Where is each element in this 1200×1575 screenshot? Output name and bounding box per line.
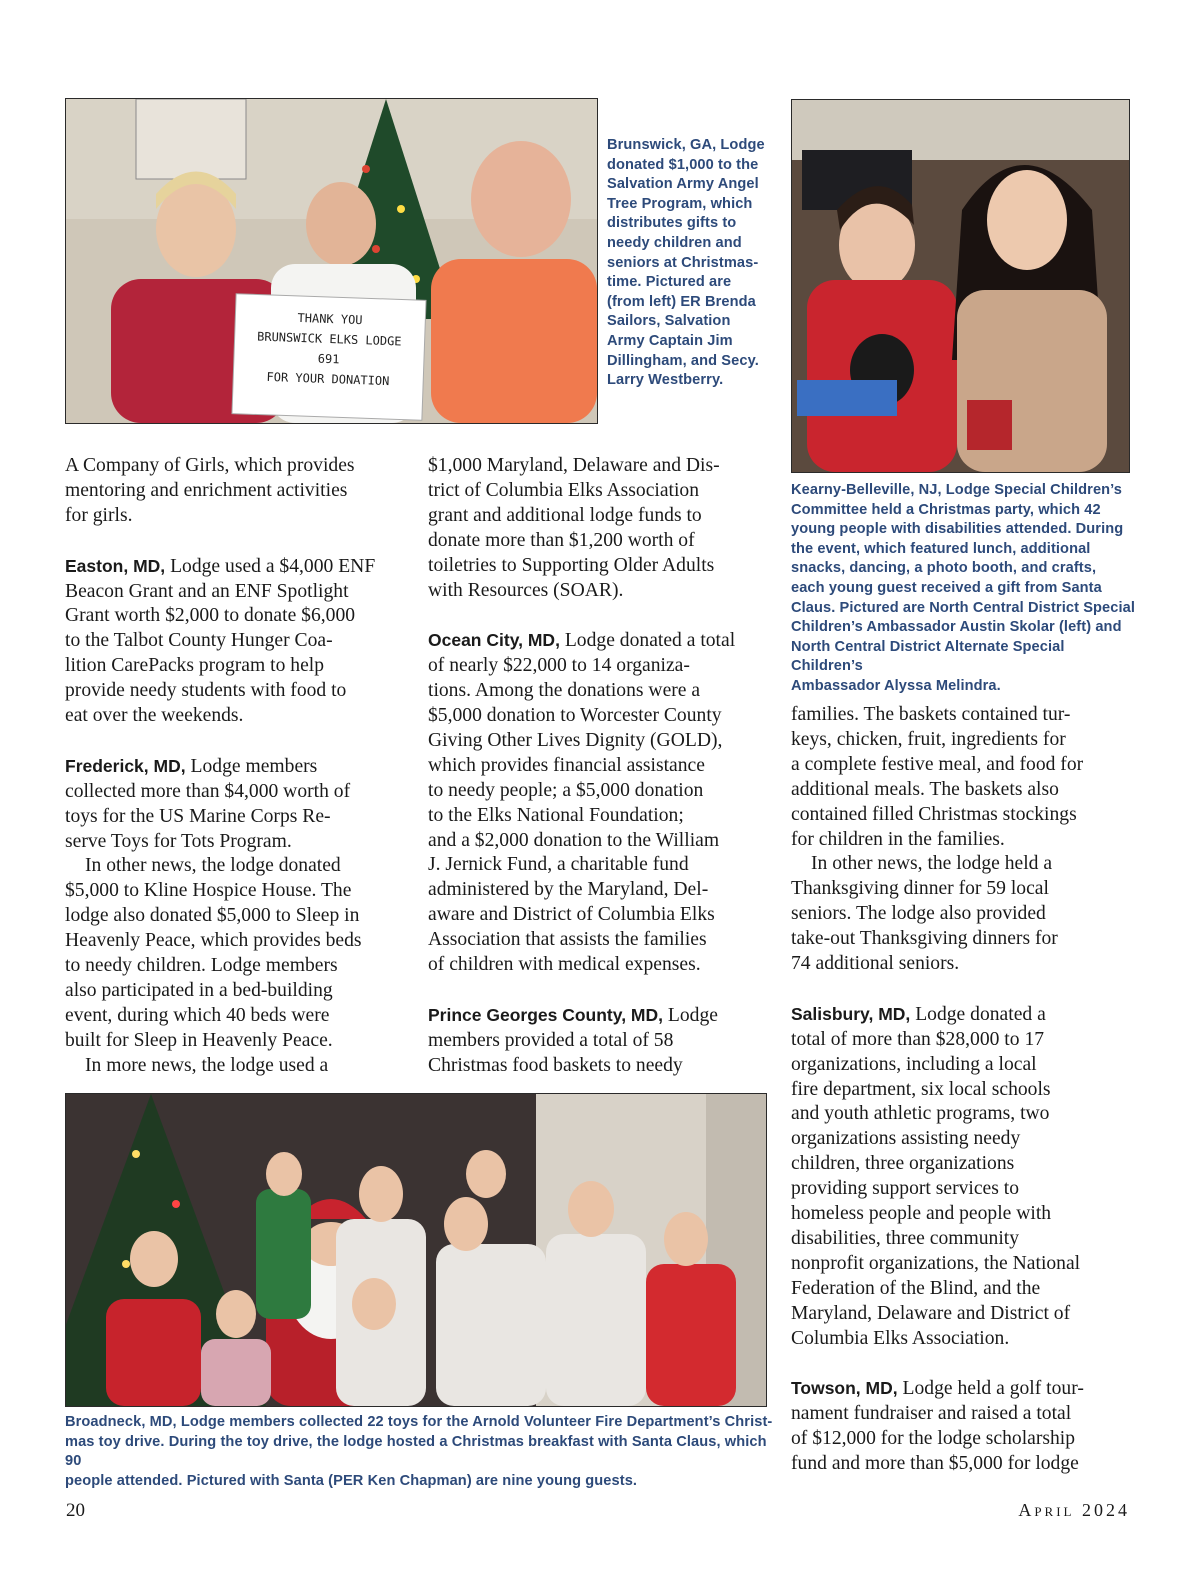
paragraph: In other news, the lodge donated $5,000 to Kline Hospice House. The lodge also donated $5,000 to Sleep in Heavenly Peace, which provides beds to needy children. Lodge members also participated in a bed-building event, during which 40 beds were built for Sleep in Heavenly Peace. xyxy=(65,855,362,1051)
issue-date: April 2024 xyxy=(1018,1500,1130,1520)
sign-line: THANK YOU xyxy=(297,310,363,328)
paragraph-prince-georges: Prince Georges County, MD, Lodge members provided a total of 58 Christmas food baskets to needy xyxy=(428,1004,718,1076)
article-column-1 xyxy=(65,454,415,1079)
paragraph-salisbury: Salisbury, MD, Lodge donated a total of more than $28,000 to 17 organizations, including a local fire department, six local schools and youth athletic programs, two organizations assisting needy children, three organizations providing support services to homeless people and people with disabilities, three community nonprofit organizations, the National Federation of the Blind, and the Maryland, Delaware and District of Columbia Elks Association. xyxy=(791,1003,1081,1349)
paragraph-towson: Towson, MD, Lodge held a golf tour- nament fundraiser and raised a total of $12,000 for the lodge scholarship fund and more than $5,000 for lodge xyxy=(791,1378,1084,1475)
paragraph-frederick: Frederick, MD, Lodge members collected more than $4,000 worth of toys for the US Marine Corps Re- serve Toys for Tots Program. xyxy=(65,755,351,852)
lodge-name: Easton, MD, xyxy=(65,555,166,576)
paragraph: In other news, the lodge held a Thanksgiving dinner for 59 local seniors. The lodge also provided take-out Thanksgiving dinners for 74 additional seniors. xyxy=(791,853,1058,975)
broadneck-photo xyxy=(65,1093,767,1407)
article-column-2 xyxy=(428,454,778,1079)
lodge-name: Salisbury, MD, xyxy=(791,1003,911,1024)
paragraph: families. The baskets contained tur- keys, chicken, fruit, ingredients for a complete festive meal, and food for additional meals. The baskets also contained filled Christmas stockings for children in the families. xyxy=(791,704,1084,850)
caption-place: Broadneck, MD, xyxy=(65,1414,177,1430)
article-column-3 xyxy=(791,703,1141,1477)
page-number: 20 xyxy=(66,1500,85,1521)
kearny-photo xyxy=(791,99,1130,473)
paragraph-ocean-city: Ocean City, MD, Lodge donated a total of nearly $22,000 to 14 organiza- tions. Among the donations were a $5,000 donation to Worcester County Giving Other Lives Dignity (GOLD), which provides financial assistance to needy people; a $5,000 donation to the Elks National Foundation; and a $2,000 donation to the William J. Jernick Fund, a charitable fund administered by the Maryland, Del- aware and District of Columbia Elks Association that assists the families of children with medical expenses. xyxy=(428,630,736,976)
caption-place: Brunswick, GA, xyxy=(607,137,717,153)
lodge-name: Frederick, MD, xyxy=(65,755,186,776)
thank-you-sign xyxy=(233,306,426,393)
broadneck-caption: Broadneck, MD, Lodge members collected 22 toys for the Arnold Volunteer Fire Department’s Christ- mas toy drive. During the toy drive, the lodge hosted a Christmas breakfast with Santa Claus, which 90 people attended. Pictured with Santa (PER Ken Chapman) are nine young guests. xyxy=(65,1414,773,1489)
paragraph: $1,000 Maryland, Delaware and Dis- trict of Columbia Elks Association grant and additional lodge funds to donate more than $1,200 worth of toiletries to Supporting Older Adults with Resources (SOAR). xyxy=(428,455,720,601)
kearny-caption: Kearny-Belleville, NJ, Lodge Special Children’s Committee held a Christmas party, which 42 young people with disabilities attended. During the event, which featured lunch, additional snacks, dancing, a photo booth, and crafts, each young guest received a gift from Santa Claus. Pictured are North Central District Special Children’s Ambassador Austin Skolar (left) and North Central District Alternate Special Children’s Ambassador Alyssa Melindra. xyxy=(791,482,1135,694)
lodge-name: Ocean City, MD, xyxy=(428,630,560,651)
sign-line: 691 xyxy=(317,351,340,367)
paragraph: In more news, the lodge used a xyxy=(85,1054,329,1076)
lodge-name: Towson, MD, xyxy=(791,1378,898,1399)
paragraph-easton: Easton, MD, Lodge used a $4,000 ENF Beacon Grant and an ENF Spotlight Grant worth $2,000 to donate $6,000 to the Talbot County Hunger Coa- lition CarePacks program to help provide needy students with food to eat over the weekends. xyxy=(65,555,376,727)
lodge-name: Prince Georges County, MD, xyxy=(428,1004,663,1025)
caption-place: Kearny-Belleville, NJ, xyxy=(791,482,942,498)
sign-line: BRUNSWICK ELKS LODGE xyxy=(256,329,402,349)
paragraph: A Company of Girls, which provides mentoring and enrichment activities for girls. xyxy=(65,455,355,526)
brunswick-caption: Brunswick, GA, Lodge donated $1,000 to the Salvation Army Angel Tree Program, which distributes gifts to needy children and seniors at Christmas- time. Pictured are (from left) ER Brenda Sailors, Salvation Army Captain Jim Dillingham, and Secy. Larry Westberry. xyxy=(607,137,765,389)
brunswick-photo xyxy=(65,98,598,424)
sign-line: FOR YOUR DONATION xyxy=(266,369,390,389)
